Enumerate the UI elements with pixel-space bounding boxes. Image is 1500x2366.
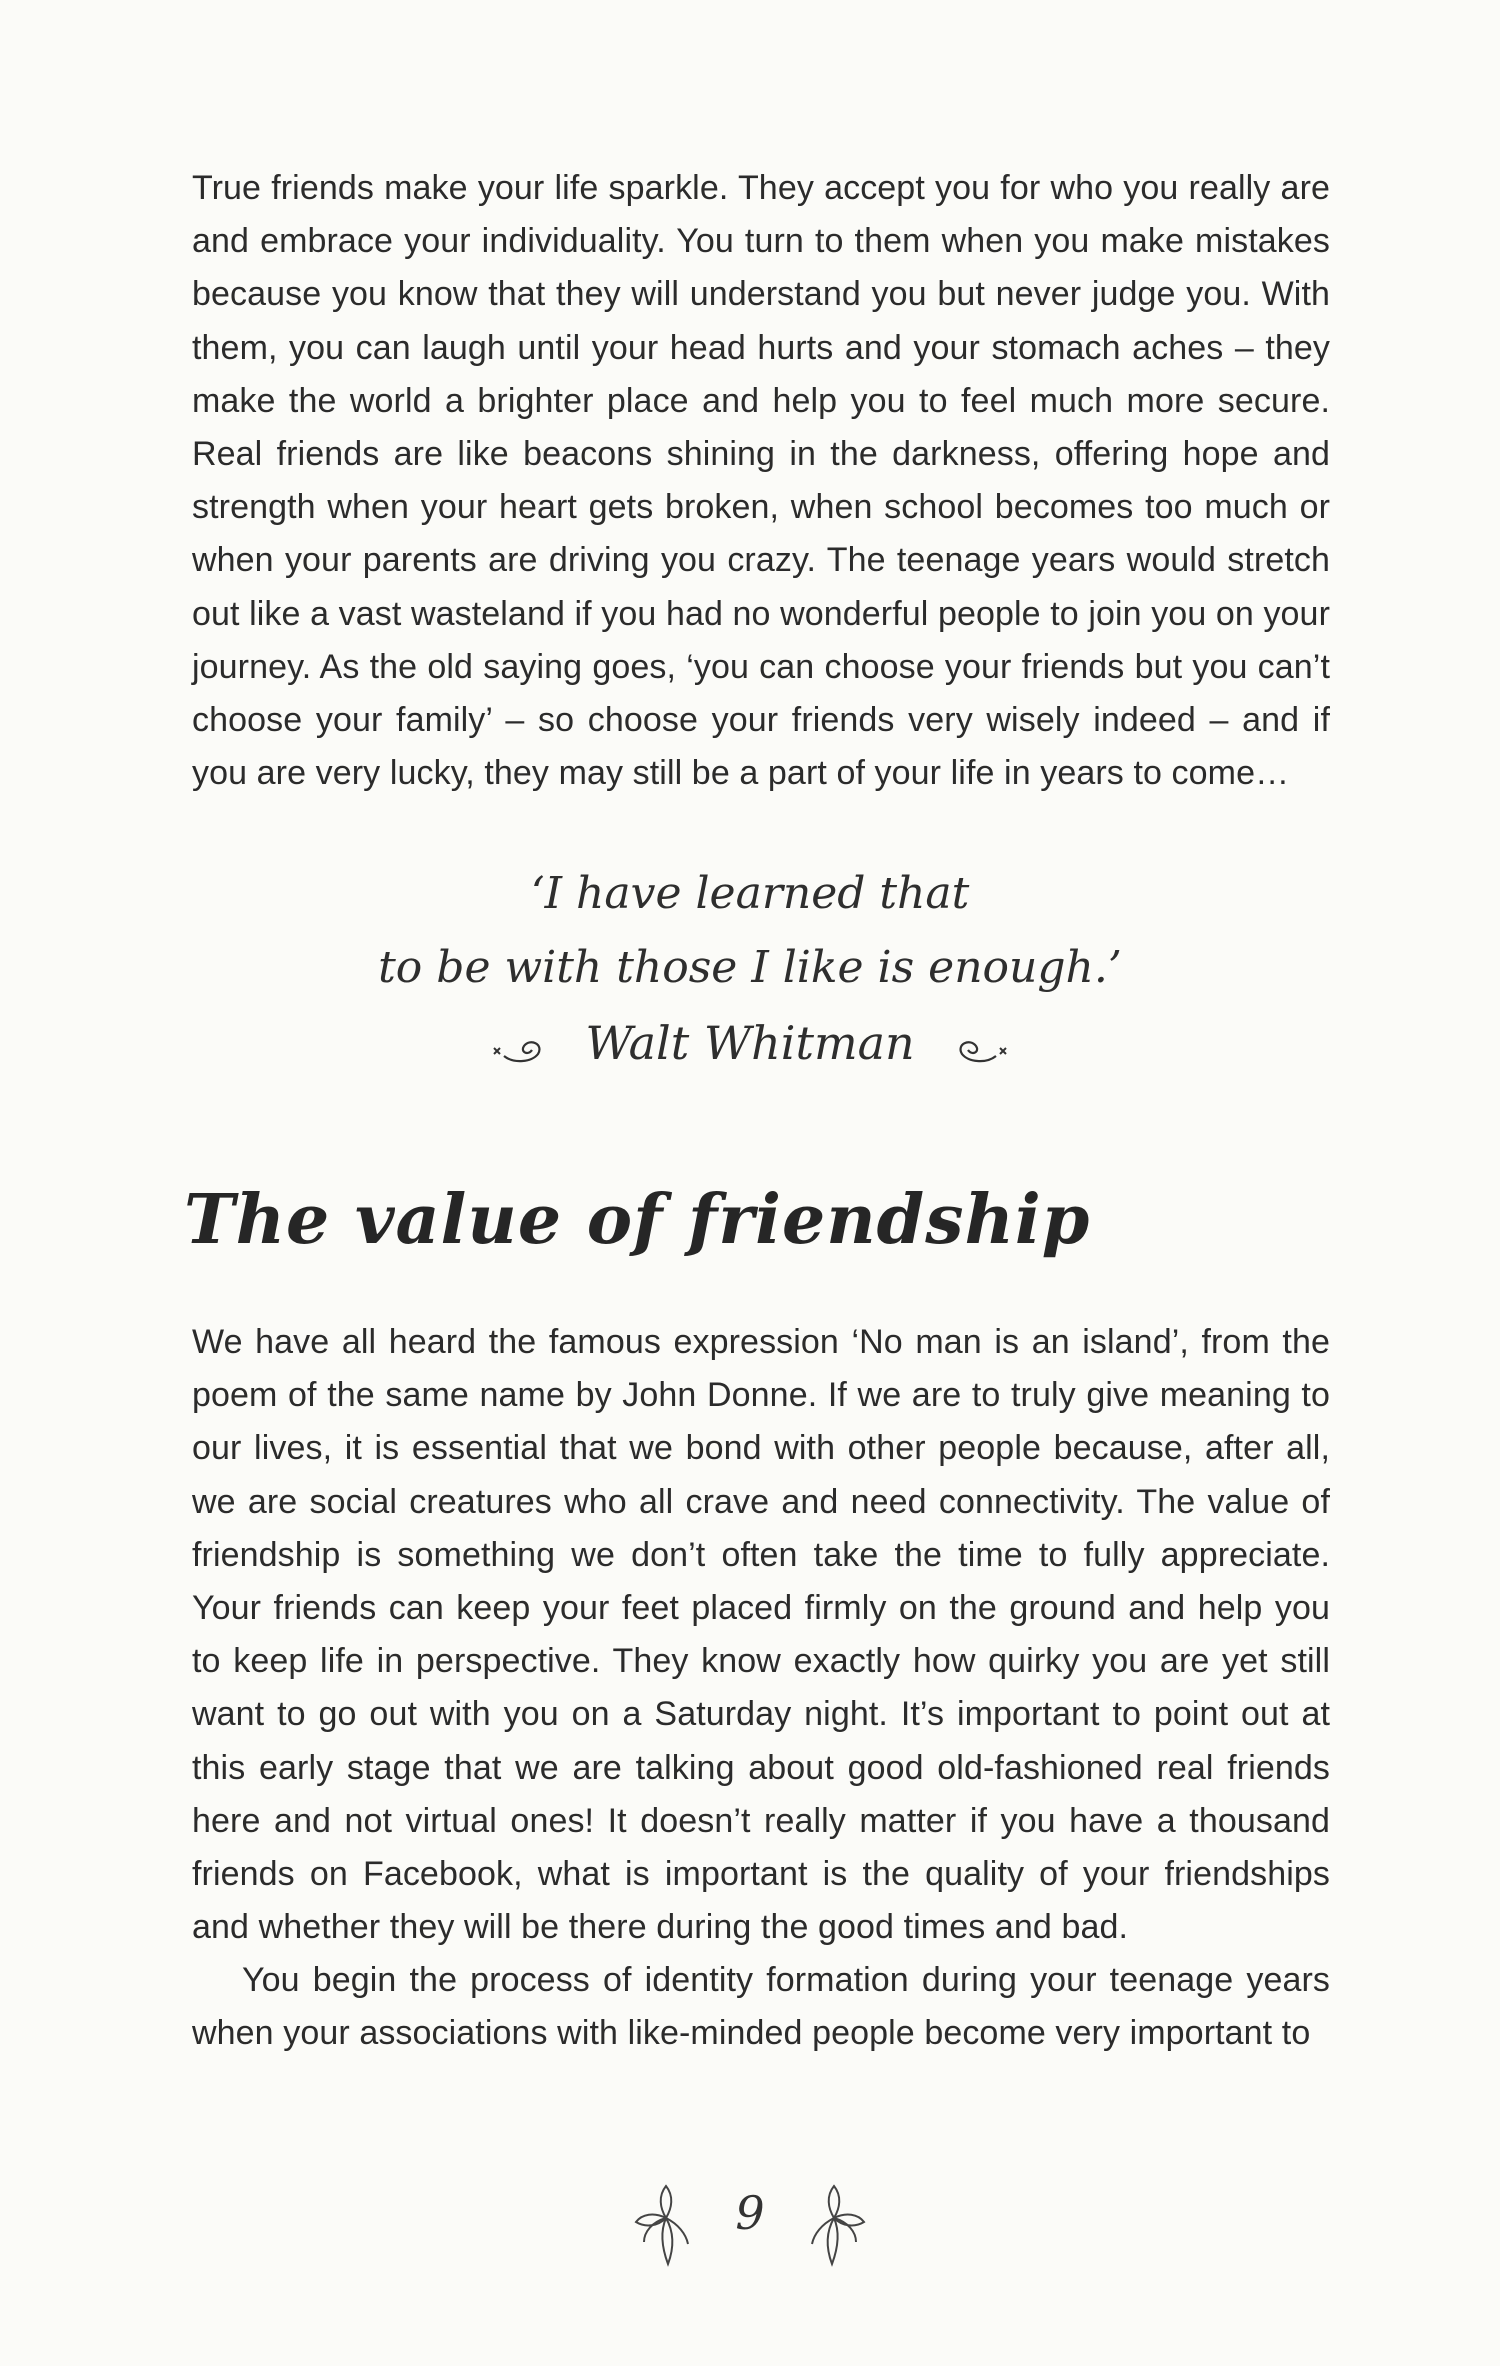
- value-paragraph-1: We have all heard the famous expression ‘No man is an island’, from the poem of the same name by John Donne. If we are to truly give meaning to our lives, it is essential that we bond with other people because, after all, we are social creatures who all crave and need connectivity. The value of friendship is something we don’t often take the time to fully appreciate. Your friends can keep your feet placed firmly on the ground and help you to keep life in perspective. They know exactly how quirky you are yet still want to go out with you on a Saturday night. It’s important to point out at this early stage that we are talking about good old-fashioned real friends here and not virtual ones! It doesn’t really matter if you have a thousand friends on Facebook, what is important is the quality of your friendships and whether they will be there during the good times and bad.: [192, 1323, 1330, 1947]
- quote-line-1: ‘I have learned that: [530, 868, 970, 919]
- quote-line-2: to be with those I like is enough.’: [378, 942, 1122, 993]
- quote-author: Walt Whitman: [585, 1016, 915, 1070]
- section-heading: The value of friendship: [184, 1180, 1091, 1260]
- intro-paragraph: True friends make your life sparkle. They accept you for who you really are and embrace your individuality. You turn to them when you make mistakes because you know that they will understand you but never judge you. With them, you can laugh until your head hurts and your stomach aches – they make the world a brighter place and help you to feel much more secure. Real friends are like beacons shining in the darkness, offering hope and strength when your heart gets broken, when school becomes too much or when your parents are driving you crazy. The teenage years would stretch out like a vast wasteland if you had no wonderful people to join you on your journey. As the old saying goes, ‘you can choose your friends but you can’t choose your family’ – so choose your friends very wisely indeed – and if you are very lucky, they may still be a part of your life in years to come…: [192, 169, 1330, 793]
- page-folio: [600, 2170, 900, 2280]
- page-number: 9: [735, 2186, 765, 2240]
- right-flourish-icon: [950, 1032, 1010, 1072]
- quote-attribution: [450, 1016, 1050, 1086]
- right-leaf-ornament-icon: [800, 2178, 870, 2272]
- left-flourish-icon: [490, 1032, 550, 1072]
- left-leaf-ornament-icon: [630, 2178, 700, 2272]
- value-paragraph-2: You begin the process of identity formation during your teenage years when your associations with like-minded people become very important to: [192, 1961, 1330, 2053]
